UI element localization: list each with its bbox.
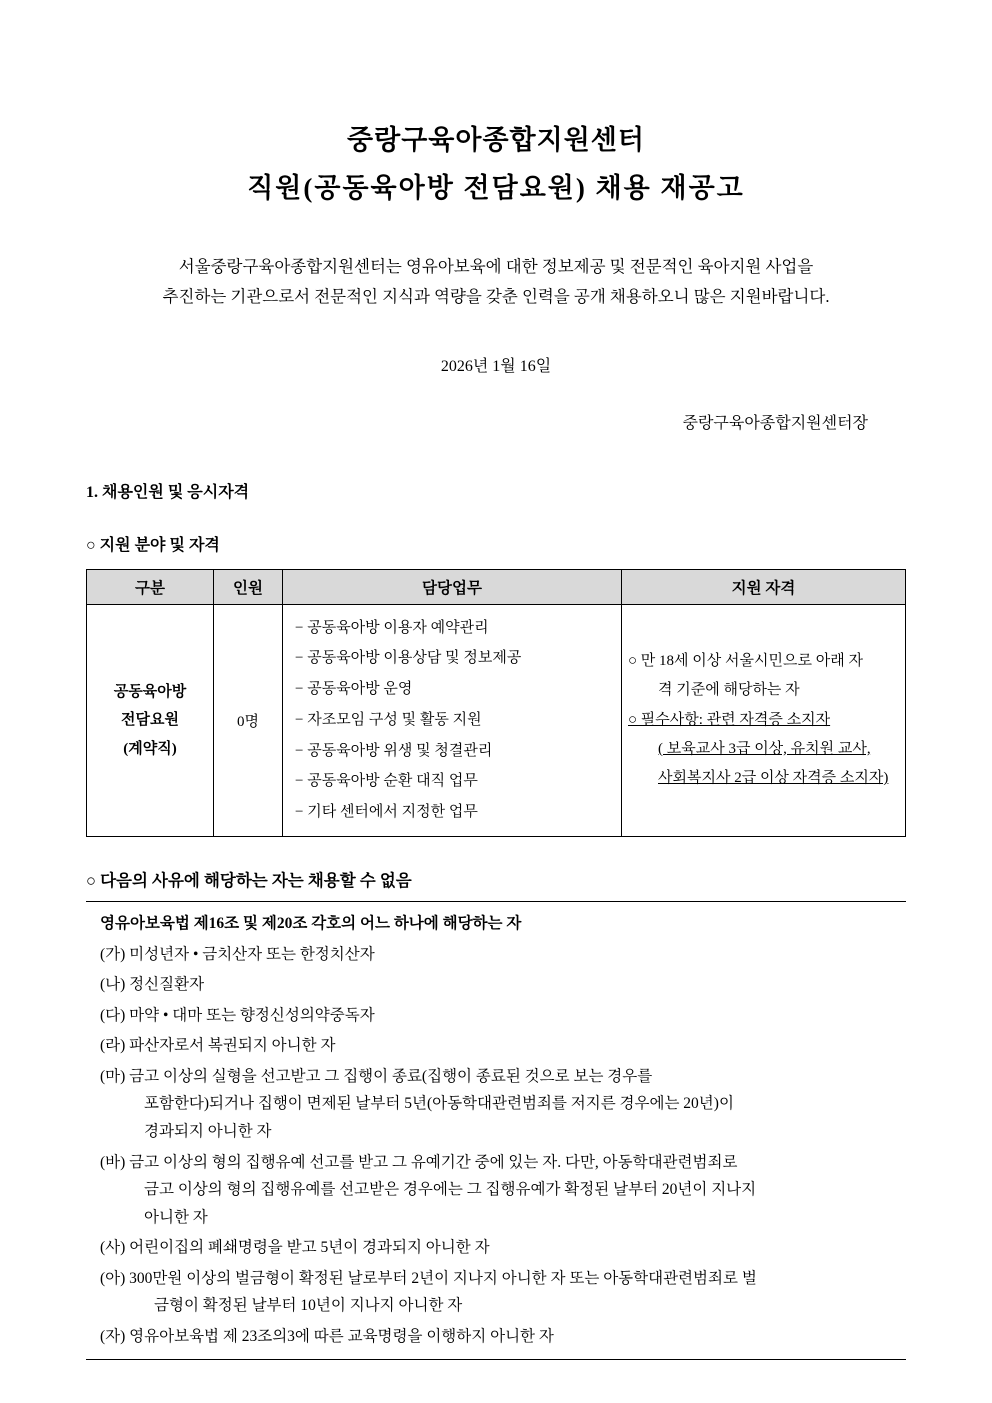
exclusion-text: 어린이집의 폐쇄명령을 받고 5년이 경과되지 아니한 자	[129, 1239, 490, 1257]
qualification-item-1-line-1: ○ 만 18세 이상 서울시민으로 아래 자	[628, 653, 863, 670]
table-row	[87, 604, 906, 836]
duty-item: − 공동육아방 위생 및 청결관리	[295, 742, 493, 759]
document-date: 2026년 1월 16일	[440, 357, 552, 375]
exclusion-text: 영유아보육법 제 23조의3에 따른 교육명령을 이행하지 아니한 자	[129, 1328, 554, 1346]
table-header-row	[87, 569, 906, 604]
exclusion-item	[86, 971, 906, 999]
exclusion-marker: (마)	[100, 1067, 126, 1085]
exclusion-marker: (나)	[100, 976, 126, 994]
exclusion-item	[86, 1323, 906, 1351]
exclusion-text: 금고 이상의 형의 집행유예 선고를 받고 그 유예기간 중에 있는 자. 다만, 아동학대관련범죄로	[129, 1153, 738, 1171]
exclusion-item	[86, 1234, 906, 1262]
exclusion-title: 영유아보육법 제16조 및 제20조 각호의 어느 하나에 해당하는 자	[100, 914, 522, 932]
section-1-heading: 1. 채용인원 및 응시자격	[86, 483, 250, 501]
intro-line-2: 추진하는 기관으로서 전문적인 지식과 역량을 갖춘 인력을 공개 채용하오니 많은 지원바랍니다.	[162, 287, 830, 307]
exclusion-marker: (라)	[100, 1037, 126, 1055]
exclusion-box	[86, 901, 906, 1360]
exclusion-item	[86, 1149, 906, 1232]
table-header-gubun: 구분	[87, 569, 214, 604]
exclusion-text-cont: 금형이 확정된 날부터 10년이 지나지 아니한 자	[154, 1297, 463, 1315]
table-header-inwon: 인원	[214, 569, 283, 604]
qualification-required-text: ○ 필수사항: 관련 자격증 소지자	[628, 711, 831, 728]
exclusion-text: 금고 이상의 실형을 선고받고 그 집행이 종료(집행이 종료된 것으로 보는 경우를	[129, 1067, 653, 1085]
document-signer: 중랑구육아종합지원센터장	[682, 414, 868, 432]
duty-item: − 공동육아방 운영	[295, 681, 413, 698]
table-header-duty: 담당업무	[283, 569, 622, 604]
exclusion-text: 파산자로서 복권되지 아니한 자	[129, 1037, 336, 1055]
recruitment-table	[86, 569, 906, 837]
page-title	[86, 120, 906, 210]
exclusion-text-cont: 경과되지 아니한 자	[144, 1123, 272, 1141]
exclusion-marker: (바)	[100, 1153, 126, 1171]
exclusion-text-cont: 금고 이상의 형의 집행유예를 선고받은 경우에는 그 집행유예가 확정된 날부터 20년이 지나지	[144, 1181, 757, 1199]
exclusion-marker: (가)	[100, 945, 126, 963]
exclusion-text: 300만원 이상의 벌금형이 확정된 날로부터 2년이 지나지 아니한 자 또는 아동학대관련범죄로 벌	[129, 1269, 757, 1287]
cell-qualifications	[622, 604, 906, 836]
exclusion-text: 정신질환자	[129, 976, 205, 994]
exclusion-item	[86, 1002, 906, 1030]
section-2-subheading: ○ 다음의 사유에 해당하는 자는 채용할 수 없음	[86, 870, 412, 890]
duty-item: − 자조모임 구성 및 활동 지원	[295, 711, 482, 728]
qualification-cert-line-1: ( 보육교사 3급 이상, 유치원 교사,	[658, 740, 871, 757]
qualification-cert-line-2: 사회복지사 2급 이상 자격증 소지자)	[658, 770, 889, 787]
exclusion-item	[86, 1063, 906, 1146]
exclusion-item	[86, 1265, 906, 1320]
duty-item: − 공동육아방 이용자 예약관리	[295, 619, 489, 636]
cell-duties	[283, 604, 622, 836]
section-1-subheading: ○ 지원 분야 및 자격	[86, 536, 220, 554]
duty-item: − 기타 센터에서 지정한 업무	[295, 804, 478, 821]
exclusion-text-cont: 아니한 자	[144, 1208, 208, 1226]
qualification-item-2-line-2	[628, 735, 899, 764]
exclusion-marker: (다)	[100, 1006, 126, 1024]
cell-gubun	[87, 604, 214, 836]
exclusion-text: 미성년자 • 금치산자 또는 한정치산자	[129, 945, 375, 963]
exclusion-text-cont: 포함한다)되거나 집행이 면제된 날부터 5년(아동학대관련범죄를 저지른 경우에는 20년)이	[144, 1095, 734, 1113]
exclusion-text: 마약 • 대마 또는 향정신성의약중독자	[129, 1006, 375, 1024]
table-header-qualification: 지원 자격	[622, 569, 906, 604]
cell-inwon: 0명	[214, 604, 283, 836]
title-line-2: 직원(공동육아방 전담요원) 채용 재공고	[247, 172, 745, 203]
gubun-line-1: 공동육아방	[113, 683, 187, 700]
exclusion-marker: (자)	[100, 1328, 126, 1346]
exclusion-item	[86, 1032, 906, 1060]
duty-list	[289, 609, 615, 832]
qualification-item-2-line-3	[628, 764, 899, 793]
gubun-line-2: 전담요원	[121, 712, 179, 729]
duty-item: − 공동육아방 순환 대직 업무	[295, 773, 478, 790]
intro-line-1: 서울중랑구육아종합지원센터는 영유아보육에 대한 정보제공 및 전문적인 육아지원 사업을	[178, 256, 814, 276]
qualification-item-1-line-2: 격 기준에 해당하는 자	[658, 682, 800, 699]
intro-paragraph	[86, 252, 906, 313]
exclusion-item	[86, 941, 906, 969]
exclusion-marker: (아)	[100, 1269, 126, 1287]
title-line-1: 중랑구육아종합지원센터	[347, 125, 645, 155]
duty-item: − 공동육아방 이용상담 및 정보제공	[295, 650, 522, 667]
qualification-item-2-line-1	[628, 706, 899, 735]
exclusion-marker: (사)	[100, 1239, 126, 1257]
gubun-line-3: (계약직)	[123, 740, 177, 757]
